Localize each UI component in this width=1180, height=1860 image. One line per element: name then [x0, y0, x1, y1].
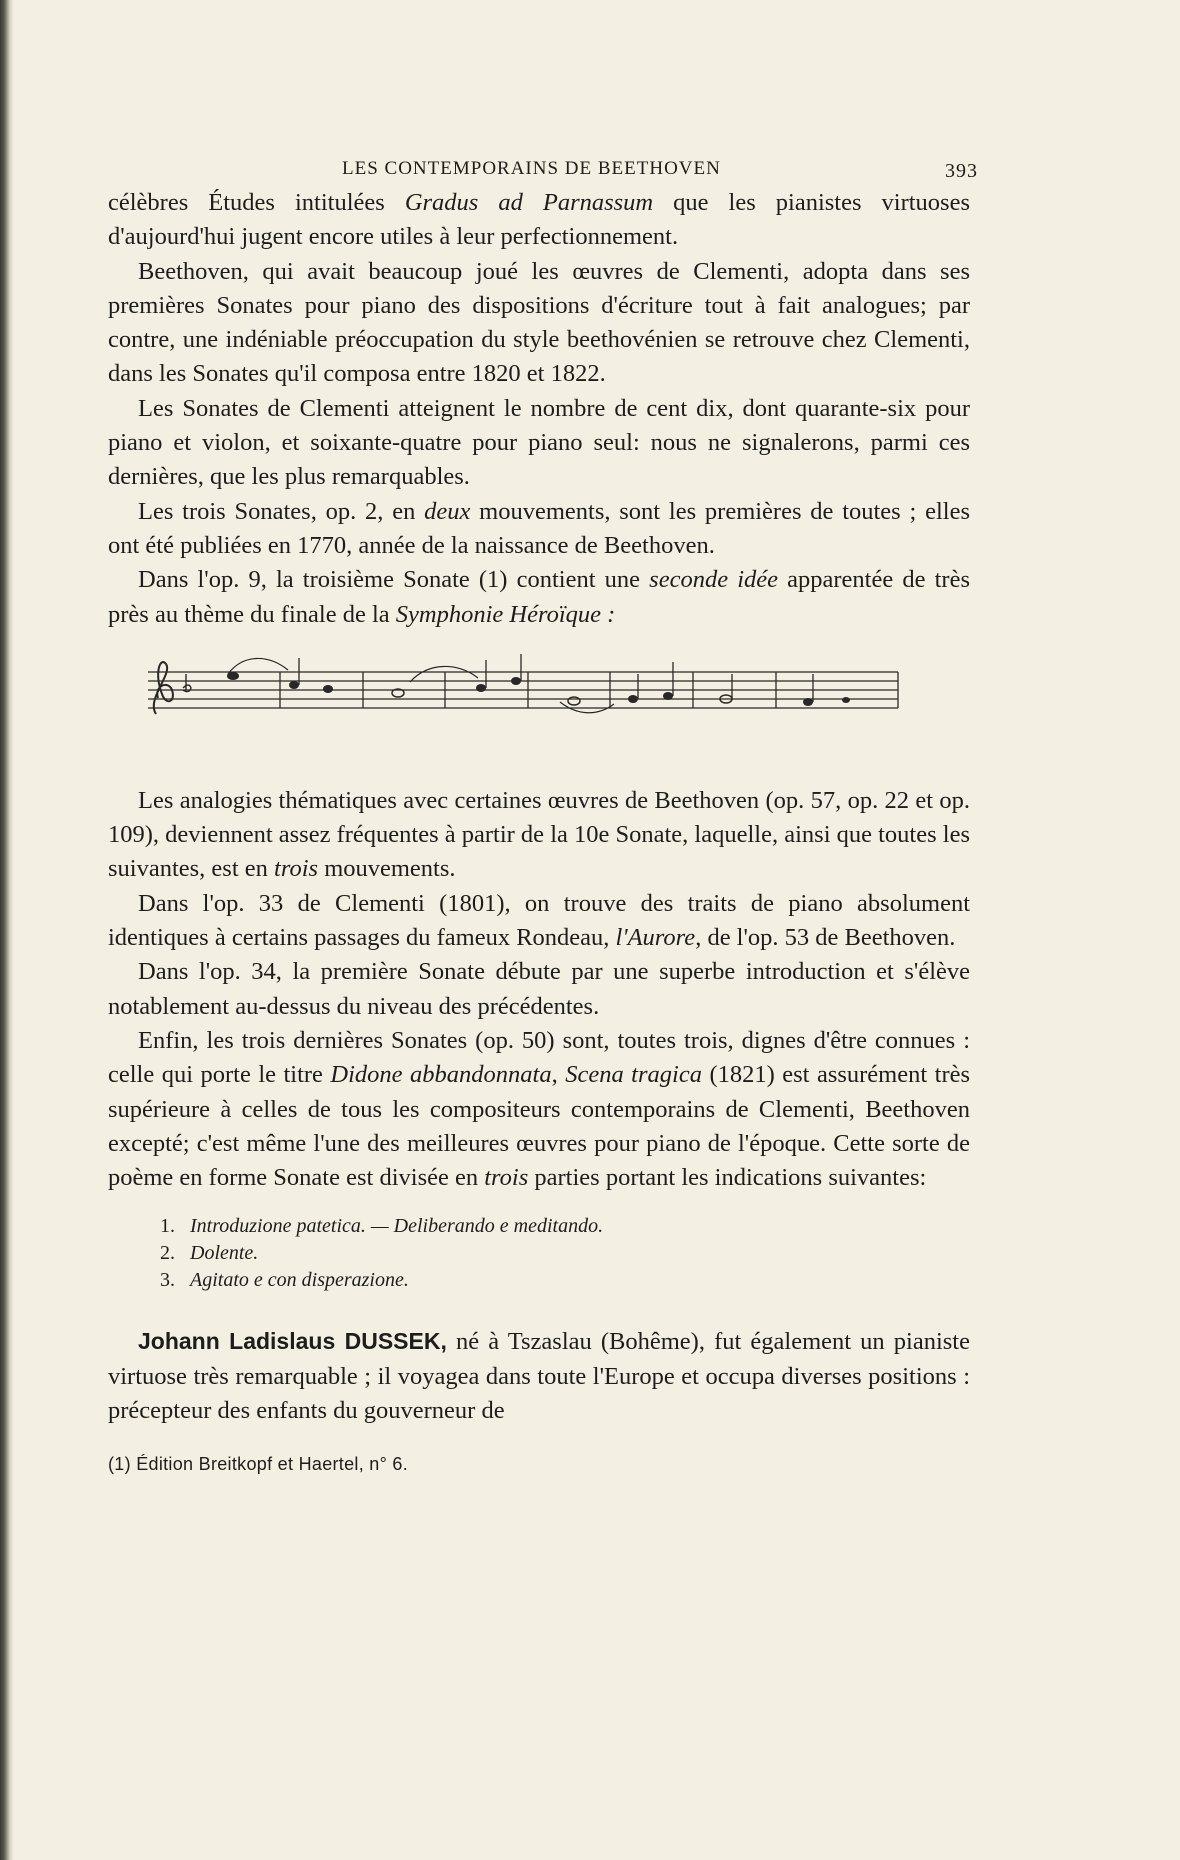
paragraph-5: Dans l'op. 9, la troisième Sonate (1) contient une seconde idée apparentée de très près au thème du finale de la Symphonie Héroïque :	[108, 566, 970, 628]
running-title: LES CONTEMPORAINS DE BEETHOVEN	[342, 158, 721, 179]
paragraph-1: célèbres Études intitulées Gradus ad Parnassum que les pianistes virtuoses d'aujourd'hui jugent encore utiles à leur perfectionnement.	[108, 189, 970, 251]
movement-list	[160, 1213, 970, 1294]
page	[108, 150, 978, 1475]
music-notation-image	[128, 644, 908, 754]
page-number: 393	[945, 160, 978, 182]
paragraph-3: Les Sonates de Clementi atteignent le nombre de cent dix, dont quarante-six pour piano et violon, et soixante-quatre pour piano seul: nous ne signalerons, parmi ces dernières, que les plus remarquables.	[108, 394, 970, 491]
book-spine-edge	[0, 0, 14, 1860]
footnote: (1) Édition Breitkopf et Haertel, n° 6.	[108, 1454, 409, 1475]
running-header	[108, 150, 978, 186]
list-item: 3. Agitato e con disperazione.	[160, 1269, 409, 1292]
paragraph-6: Les analogies thématiques avec certaines œuvres de Beethoven (op. 57, op. 22 et op. 109), deviennent assez fréquentes à partir de la 10e Sonate, laquelle, ainsi que toutes les suivantes, est en trois mouvements.	[108, 786, 970, 883]
paragraph-8: Dans l'op. 34, la première Sonate débute par une superbe introduction et s'élève notablement au-dessus du niveau des précédentes.	[108, 958, 970, 1020]
paragraph-10: Johann Ladislaus DUSSEK, né à Tszaslau (Bohême), fut également un pianiste virtuose très remarquable ; il voyagea dans toute l'Europe et occupa diverses positions : précepteur des enfants du gouverneur de	[108, 1328, 970, 1425]
paragraph-7: Dans l'op. 33 de Clementi (1801), on trouve des traits de piano absolument identiques à certains passages du fameux Rondeau, l'Aurore, de l'op. 53 de Beethoven.	[108, 889, 970, 952]
list-item: 1. Introduzione patetica. — Deliberando e meditando.	[160, 1215, 604, 1238]
music-staff-excerpt	[108, 644, 970, 774]
composer-name: Johann Ladislaus DUSSEK,	[138, 1328, 447, 1355]
paragraph-2: Beethoven, qui avait beaucoup joué les œuvres de Clementi, adopta dans ses premières Sonates pour piano des dispositions d'écriture tout à fait analogues; par contre, une indéniable préoccupation du style beethovénien se retrouve chez Clementi, dans les Sonates qu'il composa entre 1820 et 1822.	[108, 257, 970, 388]
list-item: 2. Dolente.	[160, 1242, 259, 1265]
paragraph-9: Enfin, les trois dernières Sonates (op. 50) sont, toutes trois, dignes d'être connues : celle qui porte le titre Didone abbandonnata, Scena tragica (1821) est assurément très supérieure à celles de tous les compositeurs contemporains de Clementi, Beethoven excepté; c'est même l'une des meilleures œuvres pour piano de l'époque. Cette sorte de poème en forme Sonate est divisée en trois parties portant les indications suivantes:	[108, 1026, 971, 1192]
paragraph-4: Les trois Sonates, op. 2, en deux mouvements, sont les premières de toutes ; elles ont été publiées en 1770, année de la naissance de Beethoven.	[108, 497, 970, 559]
